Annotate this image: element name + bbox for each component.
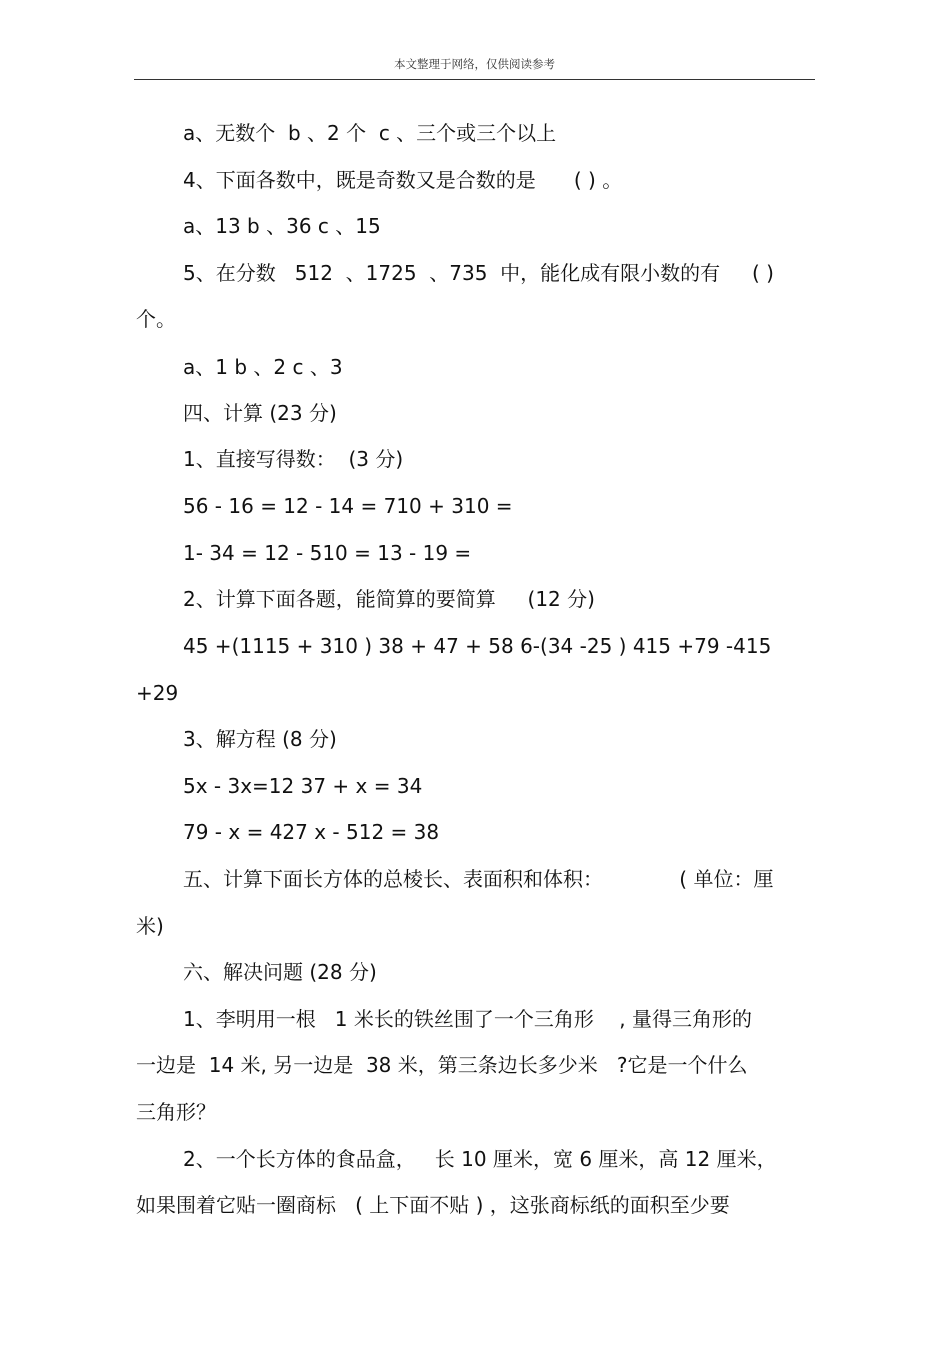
text-line: 3、解方程 (8 分): [183, 727, 337, 751]
section-heading: 五、计算下面长方体的总棱长、表面积和体积： ( 单位：厘: [183, 867, 774, 891]
text-line: 56 - 16 = 12 - 14 = 710 + 310 =: [183, 494, 513, 518]
text-line: 2、一个长方体的食品盒， 长 10 厘米，宽 6 厘米，高 12 厘米，: [183, 1147, 777, 1171]
text-line: 个。: [136, 307, 176, 331]
header-rule: [134, 79, 815, 80]
text-line: 79 - x = 427 x - 512 = 38: [183, 820, 440, 844]
text-line: 4、下面各数中，既是奇数又是合数的是 ( ) 。: [183, 168, 623, 192]
text-line: 1、李明用一根 1 米长的铁丝围了一个三角形 , 量得三角形的: [183, 1007, 753, 1031]
text-line: 如果围着它贴一圈商标 ( 上下面不贴 ) ，这张商标纸的面积至少要: [136, 1193, 730, 1217]
text-line: 一边是 14 米, 另一边是 38 米，第三条边长多少米 ?它是一个什么: [136, 1053, 748, 1077]
text-line: a、1 b 、2 c 、3: [183, 355, 343, 379]
text-line: 2、计算下面各题，能简算的要简算 (12 分): [183, 587, 595, 611]
section-heading: 六、解决问题 (28 分): [183, 960, 377, 984]
text-line: 5、在分数 512 、1725 、735 中，能化成有限小数的有 ( ): [183, 261, 774, 285]
text-line: 45 +(1115 + 310 ) 38 + 47 + 58 6-(34 -25 ) 415 +79 -415: [183, 634, 772, 658]
text-line: +29: [136, 681, 179, 705]
text-line: 1- 34 = 12 - 510 = 13 - 19 =: [183, 541, 472, 565]
page-header: 本文整理于网络，仅供阅读参考: [394, 57, 555, 71]
text-line: 三角形？: [136, 1100, 216, 1124]
text-line: 5x - 3x=12 37 + x = 34: [183, 774, 423, 798]
text-line: a、13 b 、36 c 、15: [183, 214, 381, 238]
text-line: 1、直接写得数： (3 分): [183, 447, 404, 471]
text-line: 米): [136, 914, 164, 938]
section-heading: 四、计算 (23 分): [183, 401, 337, 425]
text-line: a、无数个 b 、2 个 c 、三个或三个以上: [183, 121, 557, 145]
